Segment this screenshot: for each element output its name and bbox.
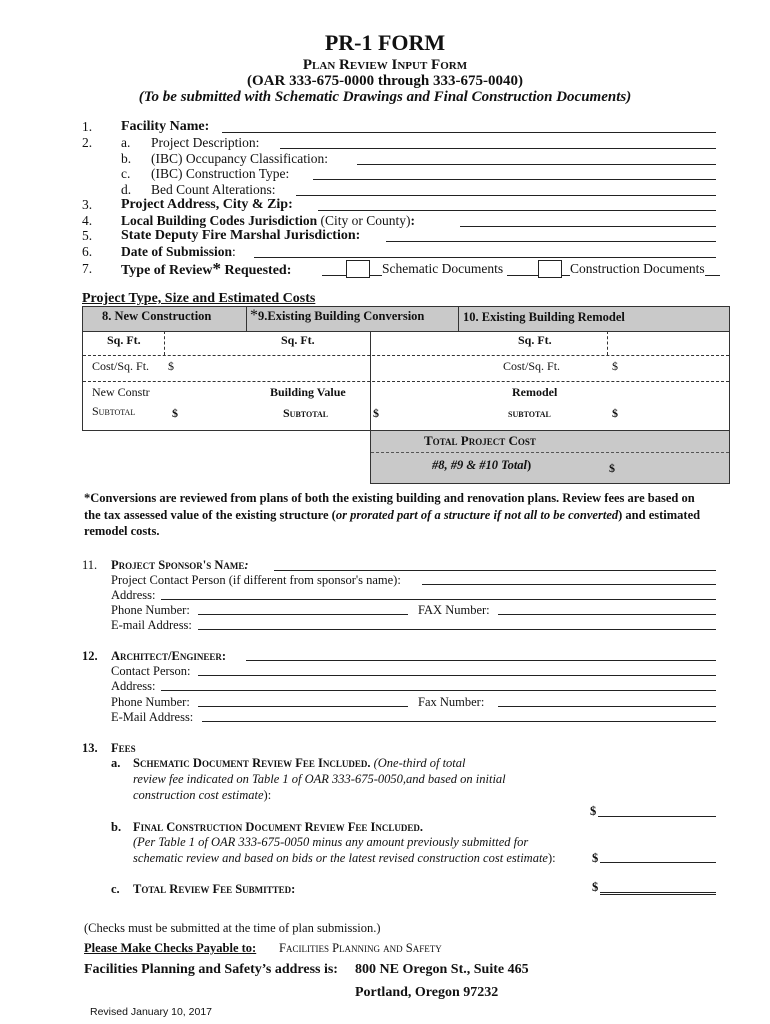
form-subtitle: Plan Review Input Form [302,57,468,73]
sponsor-name-colon: : [244,558,249,572]
sponsor-number: 11. [82,558,98,572]
date-submission-bold: Date of Submission [121,244,233,259]
subtotal-remodel-dollar: $ [612,406,618,420]
subtotal-new-dollar: $ [172,406,178,420]
sqft-divider [164,331,165,355]
fee-a-title-text: Schematic Document Review Fee Included. [133,756,371,770]
fee-b-letter: b. [111,820,122,834]
col-new-construction: 8. New Construction [102,309,212,323]
fee-b-line3 [133,850,556,866]
construction-label: Construction Documents [570,261,705,276]
total-cost-paren: ) [527,458,532,472]
form-title: PR-1 FORM [324,30,446,55]
item-number-7: 7. [82,261,93,276]
address-line-2: Portland, Oregon 97232 [355,985,499,1000]
bed-count-label: Bed Count Alterations: [151,182,276,197]
sponsor-contact-field[interactable] [422,584,716,585]
type-review-requested: Requested: [221,263,292,278]
cost-sqft-new-dollar: $ [168,359,174,373]
conversion-note-2c: ) and estimated [618,508,701,522]
payable-label: Please Make Checks Payable to: [84,941,257,955]
col-9-star: * [250,307,258,324]
sponsor-address-label: Address: [111,588,156,602]
sponsor-fax-field[interactable] [498,614,716,615]
fee-a-paren: (One-third of total [370,756,466,770]
architect-fax-field[interactable] [498,706,716,707]
sponsor-name-field[interactable] [274,570,716,571]
col-9-text: 9.Existing Building Conversion [258,309,425,323]
cost-sqft-new: Cost/Sq. Ft. [92,359,150,373]
fee-b-dollar: $ [592,851,599,865]
building-value-label: Building Value [270,385,346,399]
total-cost-dollar: $ [609,461,615,475]
fee-a-amount-field[interactable] [598,816,716,817]
sponsor-address-field[interactable] [161,599,716,600]
facility-name-field[interactable] [222,132,716,133]
architect-fax-label: Fax Number: [418,695,485,709]
fees-title: Fees [111,741,136,755]
sub-b: b. [121,151,132,166]
architect-contact-label: Contact Person: [111,664,191,678]
architect-address-label: Address: [111,679,156,693]
new-constr-label: New Constr [92,385,150,399]
sponsor-phone-label: Phone Number: [111,603,190,617]
architect-contact-field[interactable] [198,675,716,676]
fire-marshal-label: State Deputy Fire Marshal Jurisdiction: [121,228,361,243]
address-line-1: 800 NE Oregon St., Suite 465 [355,962,529,977]
item-number-1: 1. [82,119,93,134]
sqft-new: Sq. Ft. [107,333,141,347]
fee-c-amount-field[interactable] [600,892,716,895]
local-jurisdiction-label [121,213,415,229]
construction-type-label: (IBC) Construction Type: [151,166,290,181]
conversion-note-2a: the tax assessed value of the existing structure ( [84,508,336,522]
fee-a-line3-text: construction cost estimate [133,788,264,802]
total-cost-label: Total Project Cost [424,433,536,448]
checks-note: (Checks must be submitted at the time of plan submission.) [84,921,381,935]
project-description-field[interactable] [280,148,716,149]
subtotal-remodel: subtotal [508,406,551,420]
local-jurisdiction-paren: (City or County) [317,213,411,228]
architect-field[interactable] [246,660,716,661]
sponsor-name-label [111,557,249,573]
sponsor-email-label: E-mail Address: [111,618,192,632]
construction-type-field[interactable] [313,179,716,180]
type-review-label [121,261,291,279]
date-submission-field[interactable] [254,257,716,258]
fee-a-letter: a. [111,756,121,770]
local-jurisdiction-bold: Local Building Codes Jurisdiction [121,213,318,228]
fee-b-amount-field[interactable] [600,862,716,863]
type-review-star: * [212,259,221,278]
sqft-remodel: Sq. Ft. [518,333,552,347]
architect-email-field[interactable] [202,721,716,722]
fee-a-line3-end: ): [263,788,272,802]
cost-sqft-remodel-dollar: $ [612,359,618,373]
col-existing-conversion [250,307,424,325]
conversion-note-3: remodel costs. [84,524,160,538]
construction-checkbox[interactable] [538,260,562,278]
item-number-2: 2. [82,135,93,150]
sub-c: c. [121,166,131,181]
sub-d: d. [121,182,132,197]
total-cost-formula [432,458,531,473]
occupancy-field[interactable] [357,164,716,165]
col-divider-2 [458,306,459,331]
project-address-field[interactable] [318,210,716,211]
facility-name-label: Facility Name: [121,119,210,134]
sqft-divider-3 [607,331,608,355]
sponsor-fax-label: FAX Number: [418,603,490,617]
schematic-label: Schematic Documents [382,261,507,277]
conversion-note-2 [84,507,700,523]
total-cost-divider [371,452,729,453]
local-jurisdiction-colon: : [410,213,416,228]
architect-email-label: E-Mail Address: [111,710,194,724]
col-existing-remodel: 10. Existing Building Remodel [463,310,625,324]
fee-c-letter: c. [111,882,120,896]
item-number-4: 4. [82,213,93,228]
project-description-label: Project Description: [151,135,260,150]
remodel-label: Remodel [512,385,558,399]
type-review-text: Type of Review [121,263,213,278]
fee-a-title [133,755,466,771]
architect-address-field[interactable] [161,690,716,691]
address-label: Facilities Planning and Safety’s address is: [84,962,338,977]
subtotal-conversion-dollar: $ [373,406,379,420]
fee-a-dollar: $ [590,804,597,818]
sponsor-phone-field[interactable] [198,614,408,615]
fee-a-line3 [133,787,271,803]
occupancy-label: (IBC) Occupancy Classification: [151,151,328,166]
fee-c-title: Total Review Fee Submitted: [133,882,296,896]
conversion-note-1: *Conversions are reviewed from plans of both the existing building and renovation plans. Review fees are based on [84,491,695,505]
revised-date: Revised January 10, 2017 [90,1006,212,1018]
item-number-5: 5. [82,228,93,243]
fee-b-title: Final Construction Document Review Fee Included. [133,820,423,834]
row-divider-2 [83,381,729,382]
oar-range: (OAR 333-675-0000 through 333-675-0040) [247,73,523,89]
fire-marshal-field[interactable] [386,241,716,242]
submission-instruction: (To be submitted with Schematic Drawings and Final Construction Documents) [138,89,632,105]
fee-b-line3-end: ): [547,851,556,865]
fee-c-dollar: $ [592,880,599,894]
cost-sqft-remodel: Cost/Sq. Ft. [503,359,561,373]
architect-label: Architect/Engineer: [111,649,227,663]
payable-to: Facilities Planning and Safety [279,941,442,955]
architect-phone-field[interactable] [198,706,408,707]
fee-b-line2: (Per Table 1 of OAR 333-675-0050 minus any amount previously submitted for [133,835,529,849]
col-divider-1 [246,306,247,331]
sub-a: a. [121,135,131,150]
item-number-6: 6. [82,244,93,259]
sponsor-contact-label: Project Contact Person (if different from sponsor's name): [111,573,401,587]
row-divider-1 [83,355,729,356]
total-cost-formula-text: #8, #9 & #10 Total [432,458,528,472]
sqft-conversion: Sq. Ft. [281,333,315,347]
conversion-note-2b: or prorated part of a structure if not all to be converted [335,508,619,522]
sponsor-email-field[interactable] [198,629,716,630]
fees-number: 13. [82,741,98,755]
date-submission-label [121,244,236,260]
date-submission-colon: : [232,244,236,259]
local-jurisdiction-field[interactable] [460,226,716,227]
table-heading: Project Type, Size and Estimated Costs [82,291,316,306]
fee-b-line3-text: schematic review and based on bids or the latest revised construction cost estimate [133,851,548,865]
architect-phone-label: Phone Number: [111,695,190,709]
fee-a-line2: review fee indicated on Table 1 of OAR 333-675-0050,and based on initial [133,772,506,786]
sponsor-name-text: Project Sponsor's Name [111,558,245,572]
item-number-3: 3. [82,197,93,212]
subtotal-new: Subtotal [92,404,136,418]
architect-number: 12. [82,649,98,663]
subtotal-conversion: Subtotal [283,406,329,420]
bed-count-field[interactable] [296,195,716,196]
schematic-checkbox[interactable] [346,260,370,278]
project-address-label: Project Address, City & Zip: [121,197,293,212]
